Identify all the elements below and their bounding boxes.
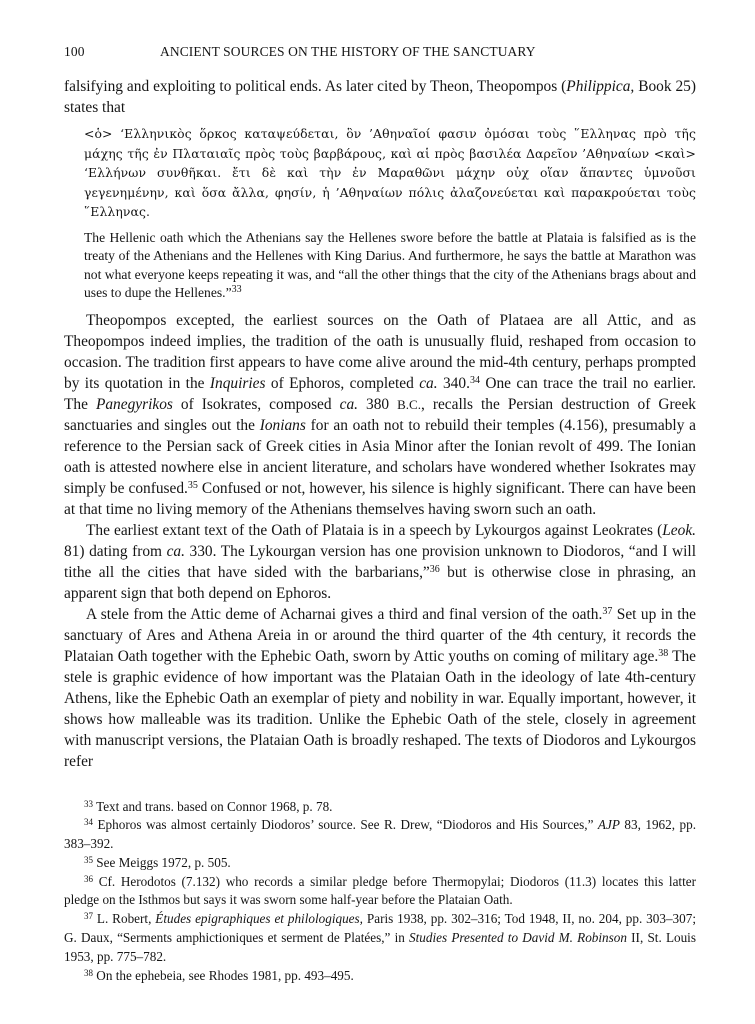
note-ref-34[interactable]: 34 bbox=[469, 374, 480, 386]
footnotes bbox=[64, 798, 696, 986]
greek-quotation: <ὁ> ‘Ελληνικὸς ὅρκος καταψεύδεται, ὃν ’Αθηναῖοί φασιν ὀμόσαι τοὺς ῞Ελληνας πρὸ τῆς μάχης τῆς ἐν Πλαταιαῖς πρὸς τοὺς βαρβάρους, καὶ αἱ πρὸς βασιλέα Δαρεῖον ’Αθηναίων <καὶ> ‘Ελλήνων συνθῆκαι. ἔτι δὲ καὶ τὴν ἐν Μαραθῶνι μάχην οὐχ οἵαν ἅπαντες ὑμνοῦσι γεγενημένην, καὶ ὅσα ἄλλα, φησίν, ἡ ’Αθηναίων πόλις ἀλαζονεύεται καὶ παρακρούεται τοὺς ῞Ελληνας. bbox=[84, 126, 696, 219]
paragraph-2: The earliest extant text of the Oath of Plataia is in a speech by Lykourgos against Leokrates (Leok. 81) dating from ca. 330. The Lykourgan version has one provision unknown to Diodoros, “and I will tithe all the cities that have sided with the barbarians,”$^{36}$ but is otherwise close in phrasing, an apparent sign that both depend on Ephoros. bbox=[64, 521, 697, 602]
running-title: ANCIENT SOURCES ON THE HISTORY OF THE SANCTUARY bbox=[160, 44, 536, 59]
note-ref-33[interactable]: 33 bbox=[231, 284, 242, 295]
note-ref-38[interactable]: 38 bbox=[658, 647, 669, 659]
note-ref-37[interactable]: 37 bbox=[602, 605, 613, 617]
footnote-35: $^{35}$ See Meiggs 1972, p. 505. bbox=[84, 854, 231, 870]
note-ref-36[interactable]: 36 bbox=[429, 563, 440, 575]
footnote-38: $^{38}$ On the ephebeia, see Rhodes 1981, pp. 493–495. bbox=[84, 967, 354, 983]
footnote-33: $^{33}$ Text and trans. based on Connor 1968, p. 78. bbox=[84, 798, 333, 814]
footnote-36: $^{36}$ Cf. Herodotos (7.132) who records a similar pledge before Thermopylai; Diodoros (11.3) locates this latter pledge on the Isthmos but says it was sworn some half-year before the Plataian Oath. bbox=[64, 873, 696, 908]
page-number: 100 bbox=[64, 44, 85, 59]
block-quote bbox=[84, 124, 696, 303]
intro-paragraph: falsifying and exploiting to political ends. As later cited by Theon, Theopompos (Philippica, Book 25) states that bbox=[64, 78, 697, 116]
footnote-34: $^{34}$ Ephoros was almost certainly Diodoros’ source. See R. Drew, “Diodoros and His Sources,” AJP 83, 1962, pp. 383–392. bbox=[64, 817, 697, 852]
paragraph-1: Theopompos excepted, the earliest sources on the Oath of Plataea are all Attic, and as Theopompos indeed implies, the tradition of the oath is unusually fluid, reshaped from occasion to occasion. The tradition first appears to have come alive around the mid-4th century, perhaps prompted by its quotation in the Inquiries of Ephoros, completed ca. 340.34 One can trace the trail no earlier. The Panegyrikos of Isokrates, composed ca. 380 B.C., recalls the Persian destruction of Greek sanctuaries and singles out the Ionians for an oath not to rebuild their temples (4.156), presumably a reference to the Persian sack of Greek cities in Asia Minor after the Ionian revolt of 499. The Ionian oath is attested nowhere else in ancient literature, and scholars have wondered whether Isokrates may simply be confused.$^{35}$ Confused or not, however, his silence is highly significant. There can have been at that time no living memory of the Athenians themselves having sworn such an oath. bbox=[64, 311, 697, 518]
page bbox=[64, 44, 696, 985]
note-ref-35[interactable]: 35 bbox=[187, 479, 198, 491]
footnote-37: $^{37}$ L. Robert, Études epigraphiques et philologiques, Paris 1938, pp. 302–316; Tod 1948, II, no. 204, pp. 303–307; G. Daux, “Serments amphictioniques et serment de Platées,” in Studies Presented to David M. Robinson II, St. Louis 1953, pp. 775–782. bbox=[64, 911, 697, 964]
paragraph-3: A stele from the Attic deme of Acharnai gives a third and final version of the oath.$^{37}$ Set up in the sanctuary of Ares and Athena Areia in or around the third quarter of the 4th century, it records the Plataian Oath together with the Ephebic Oath, sworn by Attic youths on coming of military age.$^{38}$ The stele is graphic evidence of how important was the Plataian Oath in the ideology of late 4th-century Athens, like the Ephebic Oath an exemplar of piety and nobility in war. Equally important, however, it shows how malleable was its tradition. Unlike the Ephebic Oath of the stele, closely in agreement with manuscript versions, the Plataian Oath is broadly reshaped. The texts of Diodoros and Lykourgos refer bbox=[64, 605, 696, 770]
body-text bbox=[64, 76, 696, 772]
quote-translation: The Hellenic oath which the Athenians say the Hellenes swore before the battle at Plataia is falsified as is the treaty of the Athenians and the Hellenes with King Darius. And furthermore, he says the battle at Marathon was not what everyone keeps repeating it was, and “all the other things that the city of the Athenians brags about and uses to dupe the Hellenes.”$^{33}$ bbox=[84, 229, 696, 300]
running-header bbox=[64, 44, 696, 64]
